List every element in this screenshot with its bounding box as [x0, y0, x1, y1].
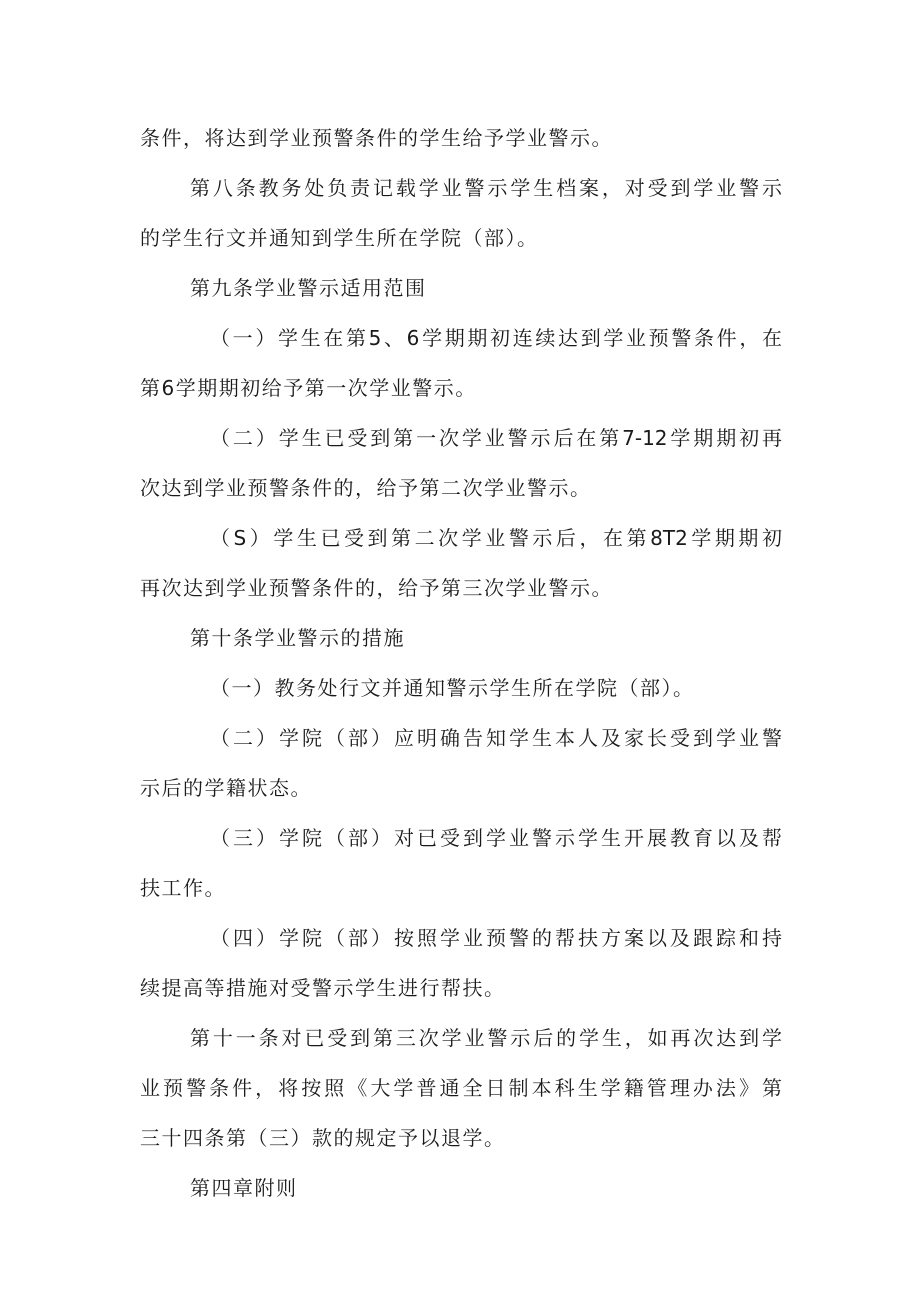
- body-line: 的学生行文并通知到学生所在学院（部）。: [140, 226, 539, 250]
- body-line: 第6学期期初给予第一次学业警示。: [140, 376, 477, 400]
- list-item-line: （三）学院（部）对已受到学业警示学生开展教育以及帮: [210, 826, 782, 850]
- article-9-heading: 第九条学业警示适用范围: [190, 276, 427, 300]
- list-item-line: （二）学生已受到第一次学业警示后在第7-12学期期初再: [210, 426, 782, 450]
- chapter-4-heading: 第四章附则: [190, 1176, 298, 1200]
- list-item-line: （一）学生在第5、6学期期初连续达到学业预警条件，在: [210, 326, 782, 350]
- article-8-line: 第八条教务处负责记载学业警示学生档案，对受到学业警示: [190, 176, 782, 200]
- list-item-line: （S）学生已受到第二次学业警示后，在第8T2学期期初: [210, 526, 782, 550]
- list-item-line: （四）学院（部）按照学业预警的帮扶方案以及跟踪和持: [210, 926, 782, 950]
- body-line: 示后的学籍状态。: [140, 776, 312, 800]
- body-line: 次达到学业预警条件的，给予第二次学业警示。: [140, 476, 592, 500]
- article-11-line: 第十一条对已受到第三次学业警示后的学生，如再次达到学: [190, 1026, 782, 1050]
- body-line: 续提高等措施对受警示学生进行帮扶。: [140, 976, 506, 1000]
- body-line: 业预警条件，将按照《大学普通全日制本科生学籍管理办法》第: [140, 1076, 782, 1100]
- body-line: 条件，将达到学业预警条件的学生给予学业警示。: [140, 126, 613, 150]
- body-line: 三十四条第（三）款的规定予以退学。: [140, 1126, 506, 1150]
- list-item-line: （二）学院（部）应明确告知学生本人及家长受到学业警: [210, 726, 782, 750]
- body-line: 再次达到学业预警条件的，给予第三次学业警示。: [140, 576, 613, 600]
- body-line: 扶工作。: [140, 876, 226, 900]
- article-10-heading: 第十条学业警示的措施: [190, 626, 405, 650]
- list-item-line: （一）教务处行文并通知警示学生所在学院（部）。: [210, 676, 695, 700]
